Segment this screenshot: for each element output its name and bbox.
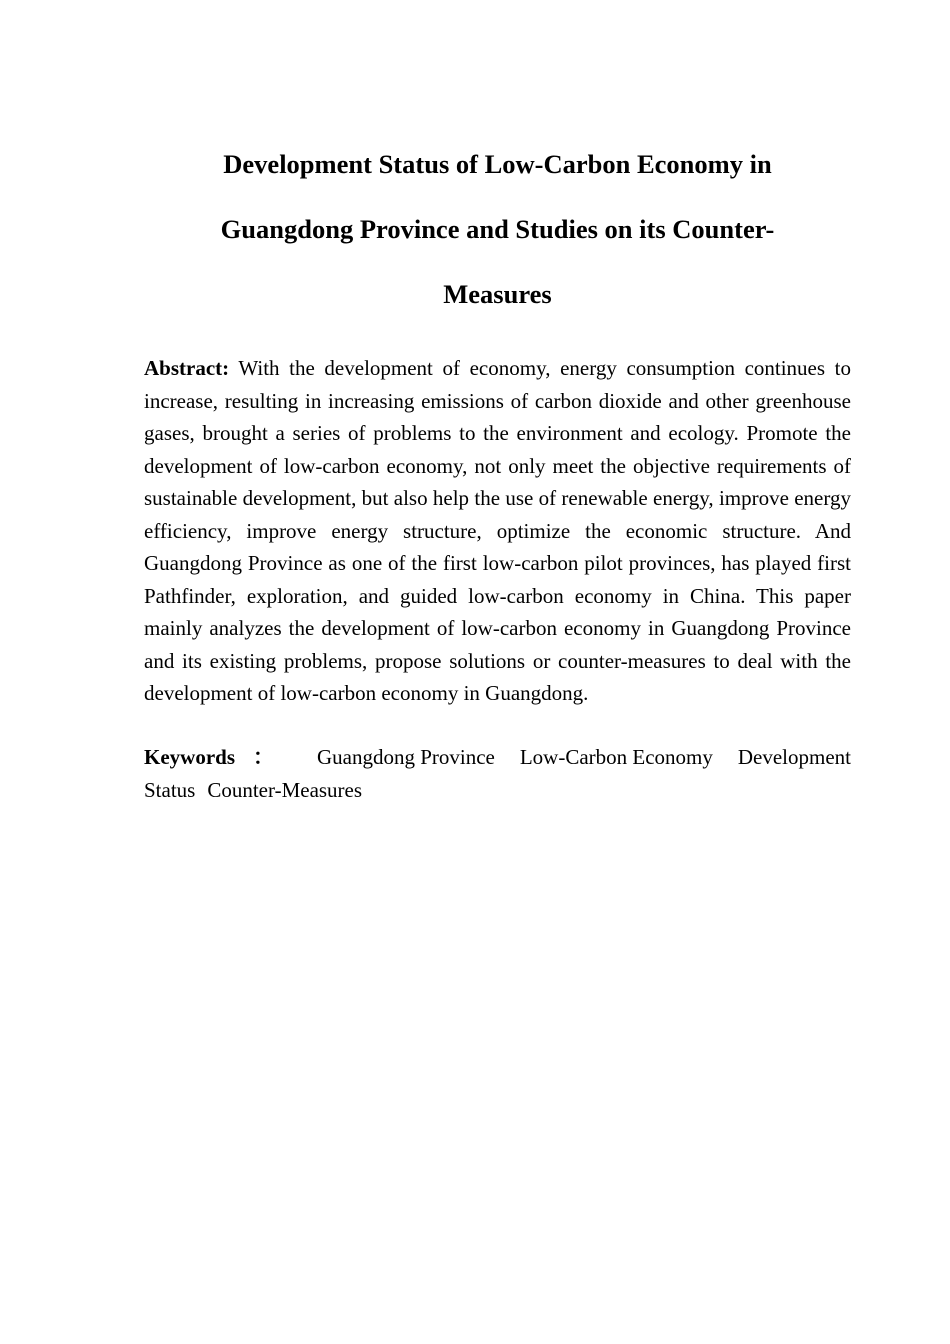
keywords-label: Keywords bbox=[144, 745, 235, 769]
abstract-text: With the development of economy, energy consumption continues to increase, resulting in increasing emissions of carbon dioxide and other greenhouse gases, brought a series of problems to the environment and ecology. Promote the development of low-carbon economy, not only meet the objective requirements of sustainable development, but also help the use of renewable energy, improve energy efficiency, improve energy structure, optimize the economic structure. And Guangdong Province as one of the first low-carbon pilot provinces, has played first Pathfinder, exploration, and guided low-carbon economy in China. This paper mainly analyzes the development of low-carbon economy in Guangdong Province and its existing problems, propose solutions or counter-measures to deal with the development of low-carbon economy in Guangdong. bbox=[144, 356, 852, 705]
keywords-colon: ： bbox=[253, 745, 274, 769]
title-line-1: Development Status of Low-Carbon Economy in bbox=[223, 149, 772, 179]
abstract-label: Abstract: bbox=[144, 356, 230, 380]
keyword-item: Guangdong Province bbox=[316, 745, 495, 769]
title-line-3: Measures bbox=[443, 279, 552, 309]
keywords-heading bbox=[144, 741, 292, 774]
keywords-section bbox=[144, 741, 851, 806]
keyword-item: Development bbox=[737, 745, 851, 769]
document-title bbox=[144, 132, 851, 327]
keywords-line-1 bbox=[144, 741, 851, 774]
keyword-item: Low-Carbon Economy bbox=[519, 745, 713, 769]
keywords-line-2 bbox=[144, 774, 851, 807]
keyword-item: Status bbox=[144, 777, 196, 802]
keyword-item: Counter-Measures bbox=[207, 777, 363, 802]
title-line-2: Guangdong Province and Studies on its Counter- bbox=[220, 214, 775, 244]
abstract-paragraph bbox=[144, 352, 851, 710]
